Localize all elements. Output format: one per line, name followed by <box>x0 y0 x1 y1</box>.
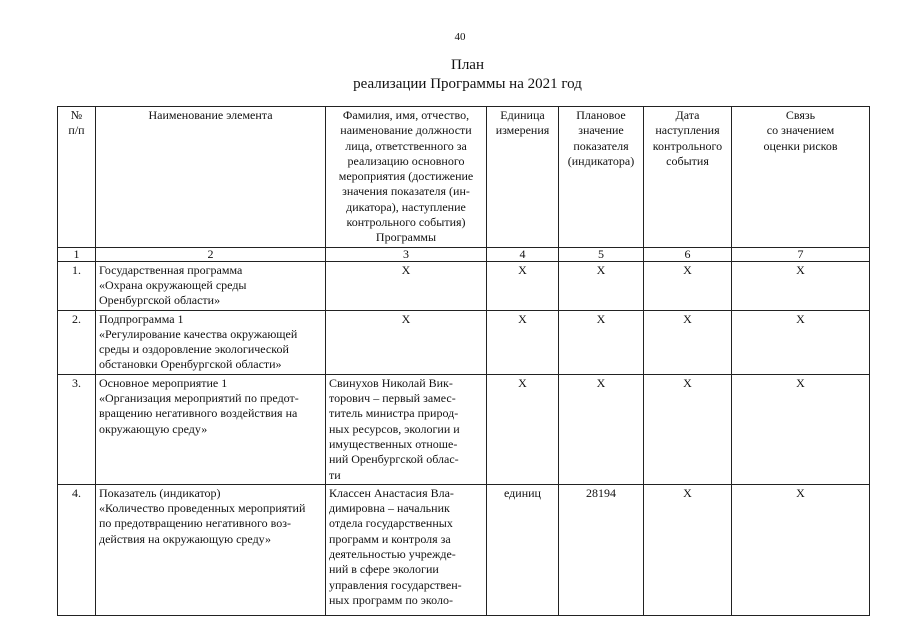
event-date: X <box>644 310 732 374</box>
header-planned-value: Плановое значение показателя (индикатора) <box>559 107 644 248</box>
header-unit: Единица измерения <box>487 107 559 248</box>
unit: X <box>487 310 559 374</box>
header-number: № п/п <box>58 107 96 248</box>
row-number: 4. <box>58 484 96 615</box>
document-title <box>0 56 905 94</box>
unit: X <box>487 374 559 484</box>
element-name: Государственная программа «Охрана окружающей среды Оренбургской области» <box>96 261 326 310</box>
table-row <box>58 261 870 310</box>
column-number: 1 <box>58 247 96 261</box>
responsible-person: Классен Анастасия Вла- димировна – начальник отдела государственных программ и контроля за деятельностью учрежде- ний в сфере экологии управления государствен- ных программ по эколо- <box>326 484 487 615</box>
planned-value: X <box>559 374 644 484</box>
planned-value: X <box>559 261 644 310</box>
title-line-2: реализации Программы на 2021 год <box>353 76 582 92</box>
risk-link: X <box>732 310 870 374</box>
risk-link: X <box>732 374 870 484</box>
risk-link: X <box>732 261 870 310</box>
page-number: 40 <box>454 31 466 43</box>
row-number: 2. <box>58 310 96 374</box>
responsible-person: X <box>326 261 487 310</box>
column-number: 2 <box>96 247 326 261</box>
risk-link: X <box>732 484 870 615</box>
table-row <box>58 310 870 374</box>
header-element-name: Наименование элемента <box>96 107 326 248</box>
event-date: X <box>644 261 732 310</box>
planned-value: X <box>559 310 644 374</box>
column-number: 3 <box>326 247 487 261</box>
header-responsible: Фамилия, имя, отчество, наименование должности лица, ответственного за реализацию основного мероприятия (достижение значения показателя (ин- дикатора), наступление контрольного события) Программы <box>326 107 487 248</box>
header-event-date: Дата наступления контрольного события <box>644 107 732 248</box>
column-number: 5 <box>559 247 644 261</box>
unit: X <box>487 261 559 310</box>
event-date: X <box>644 484 732 615</box>
table-row <box>58 374 870 484</box>
column-number: 6 <box>644 247 732 261</box>
column-number-row <box>58 247 870 261</box>
element-name: Подпрограмма 1 «Регулирование качества окружающей среды и оздоровление экологической обстановки Оренбургской области» <box>96 310 326 374</box>
responsible-person: X <box>326 310 487 374</box>
header-row <box>58 107 870 248</box>
header-risk-link: Связь со значением оценки рисков <box>732 107 870 248</box>
row-number: 1. <box>58 261 96 310</box>
title-line-1: План <box>450 57 484 73</box>
column-number: 7 <box>732 247 870 261</box>
planned-value: 28194 <box>559 484 644 615</box>
row-number: 3. <box>58 374 96 484</box>
unit: единиц <box>487 484 559 615</box>
responsible-person: Свинухов Николай Вик- торович – первый замес- титель министра природ- ных ресурсов, экологии и имущественных отноше- ний Оренбургской облас- ти <box>326 374 487 484</box>
element-name: Показатель (индикатор) «Количество проведенных мероприятий по предотвращению негативного воз- действия на окружающую среду» <box>96 484 326 615</box>
plan-table <box>57 106 870 616</box>
element-name: Основное мероприятие 1 «Организация мероприятий по предот- вращению негативного воздействия на окружающую среду» <box>96 374 326 484</box>
table-row <box>58 484 870 615</box>
column-number: 4 <box>487 247 559 261</box>
event-date: X <box>644 374 732 484</box>
